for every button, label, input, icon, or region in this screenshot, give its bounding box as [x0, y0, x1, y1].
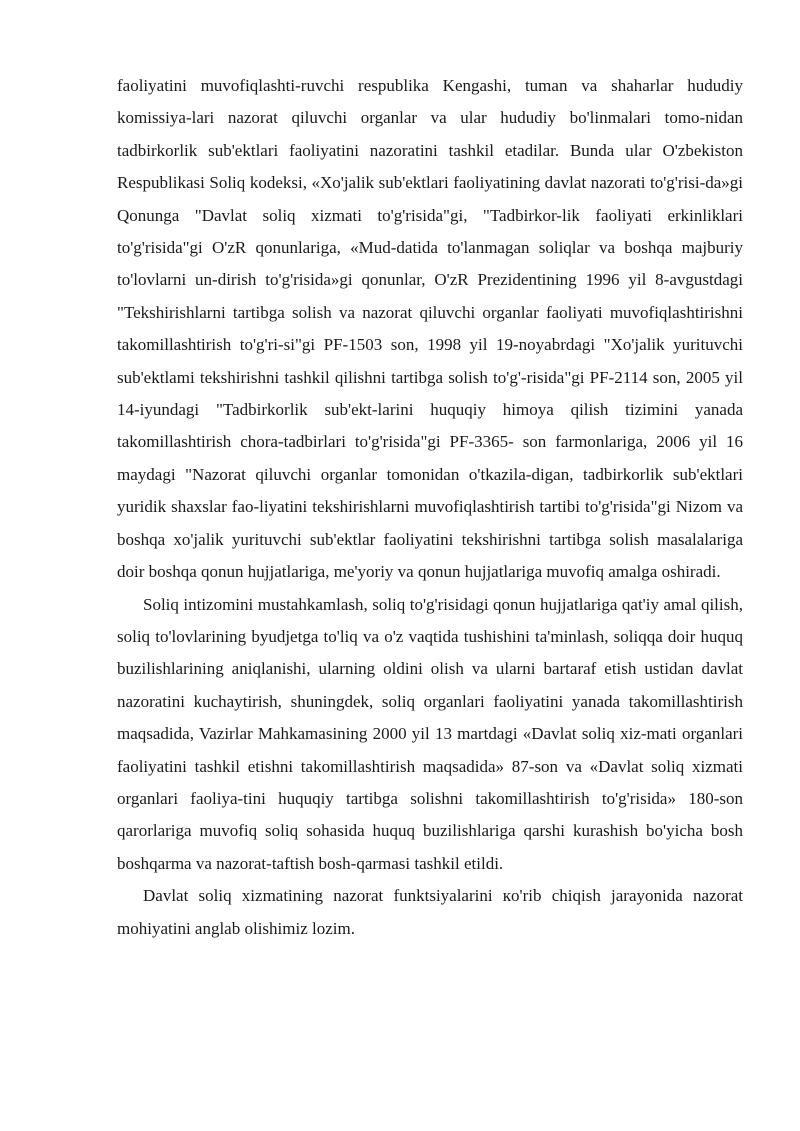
paragraph-1: faoliyatini muvofiqlashti-ruvchi respublika Kengashi, tuman va shaharlar hududiy komissiya-lari nazorat qiluvchi organlar va ular hududiy bo'linmalari tomo-nidan tadbirkorlik sub'ektlari faoliyatini nazoratini tashkil etadilar. Bunda ular O'zbekiston Respublikasi Soliq kodeksi, «Xo'jalik sub'ektlari faoliyatining davlat nazorati to'g'risi-da»gi Qonunga "Davlat soliq xizmati to'g'risida"gi, "Tadbirkor-lik faoliyati erkinliklari to'g'risida"gi O'zR qonunlariga, «Mud-datida to'lanmagan soliqlar va boshqa majburiy to'lovlarni un-dirish to'g'risida»gi qonunlar, O'zR Prezidentining 1996 yil 8-avgustdagi "Tekshirishlarni tartibga solish va nazorat qiluvchi organlar faoliyati muvofiqlashtirishni takomillashtirish to'g'ri-si"gi PF-1503 son, 1998 yil 19-noyabrdagi "Xo'jalik yurituvchi sub'ektlami tekshirishni tashkil qilishni tartibga solish to'g'-risida"gi PF-2114 son, 2005 yil 14-iyundagi "Tadbirkorlik sub'ekt-larini huquqiy himoya qilish tizimini yanada takomillashtirish chora-tadbirlari to'g'risida"gi PF-3365- son farmonlariga, 2006 yil 16 maydagi "Nazorat qiluvchi organlar tomonidan o'tkazila-digan, tadbirkorlik sub'ektlari yuridik shaxslar fao-liyatini tekshirishlarni muvofiqlashtirish tartibi to'g'risida"gi Nizom va boshqa xo'jalik yurituvchi sub'ektlar faoliyatini tekshirishni tartibga solish masalalariga doir boshqa qonun hujjatlariga, me'yoriy va qonun hujjatlariga muvofiq amalga oshiradi.: [117, 76, 743, 582]
paragraph-3: Davlat soliq xizmatining nazorat funktsiyalarini кo'rib chiqish jarayonida nazorat mohiyatini anglab olishimiz lozim.: [117, 886, 743, 938]
body-text: [117, 70, 743, 945]
paragraph-2: Soliq intizomini mustahkamlash, soliq to'g'risidagi qonun hujjatlariga qat'iy amal qilish, soliq to'lovlarining byudjetga to'liq va o'z vaqtida tushishini ta'minlash, soliqqa doir huquq buzilishlarining aniqlanishi, ularning oldini olish va ularni bartaraf etish ustidan davlat nazoratini kuchaytirish, shuningdek, soliq organlari faoliyatini yanada takomillashtirish maqsadida, Vazirlar Mahkamasining 2000 yil 13 martdagi «Davlat soliq xiz-mati organlari faoliyatini tashkil etishni takomillashtirish maqsadida» 87-son va «Davlat soliq xizmati organlari faoliya-tini huquqiy tartibga solishni takomillashtirish to'g'risida» 180-son qarorlariga muvofiq soliq sohasida huquq buzilishlariga qarshi kurashish bo'yicha bosh boshqarma va nazorat-taftish bosh-qarmasi tashkil etildi.: [117, 594, 743, 873]
